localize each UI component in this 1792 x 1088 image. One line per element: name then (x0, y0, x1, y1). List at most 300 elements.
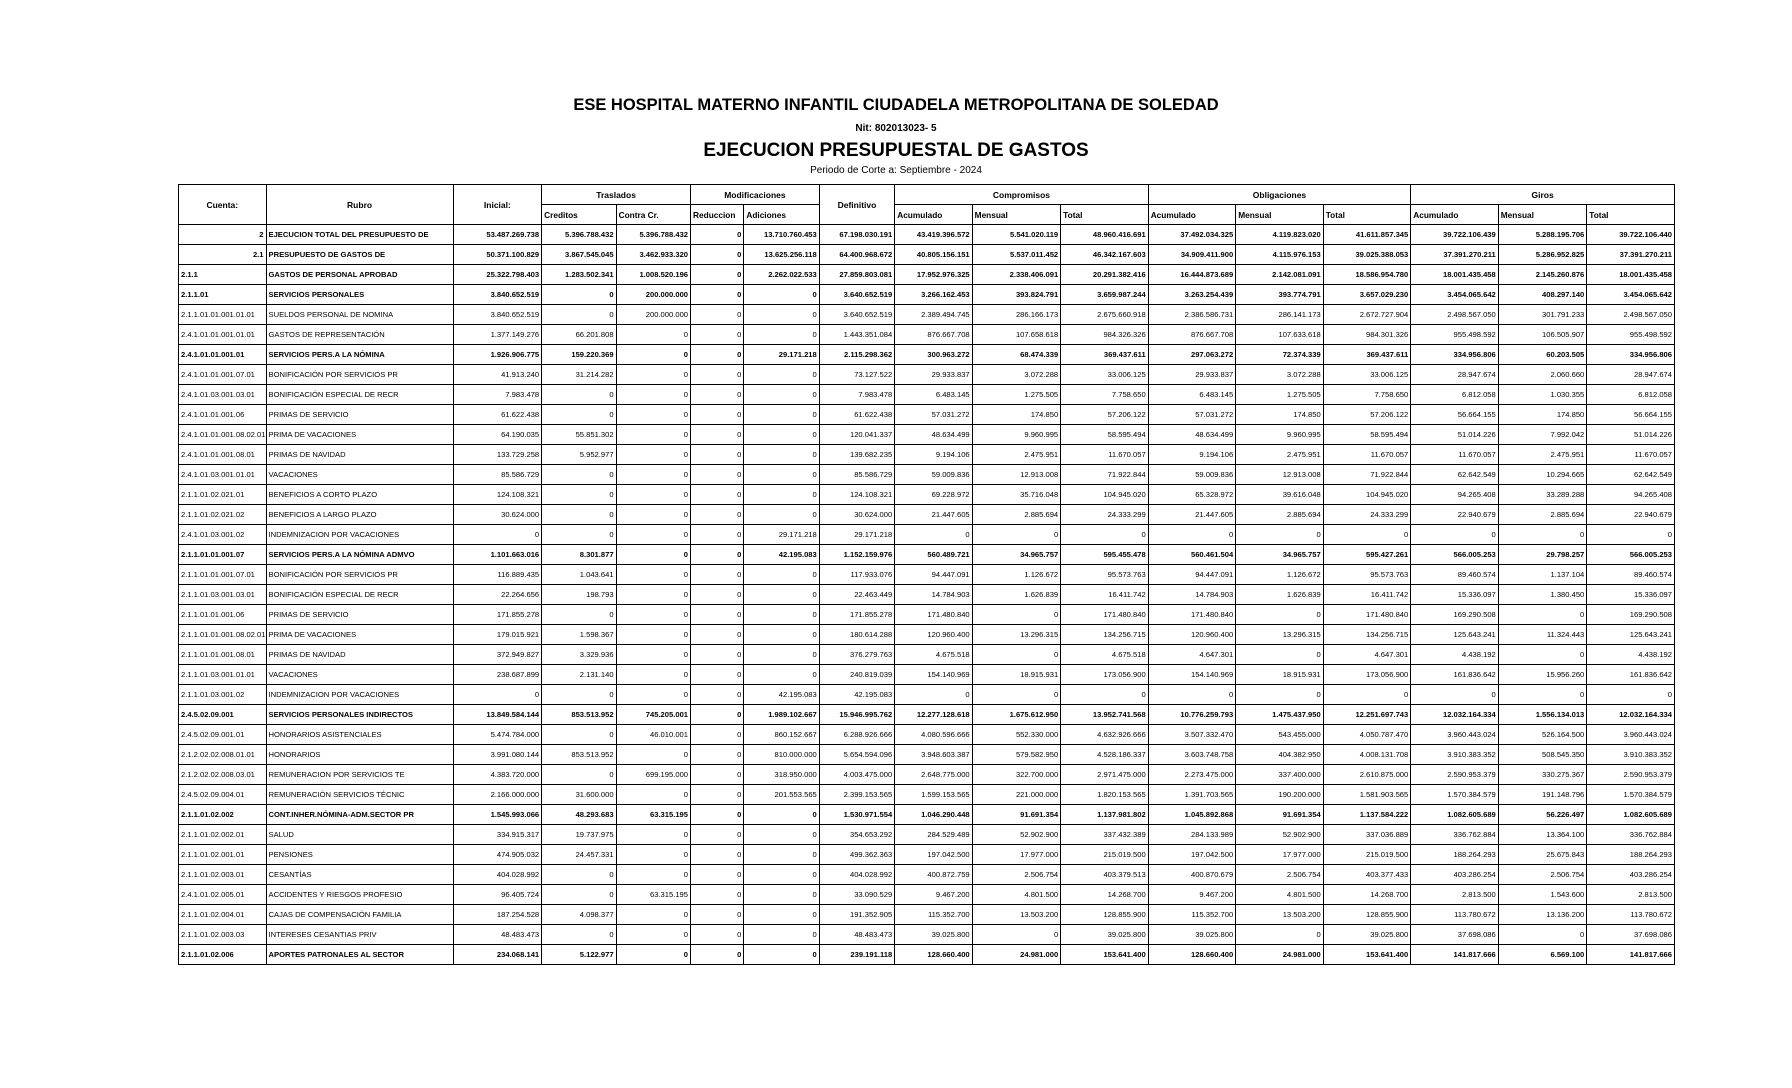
cell-obligaciones-mensual: 4.801.500 (1236, 885, 1324, 905)
cell-adiciones: 0 (744, 925, 819, 945)
cell-rubro: INTERESES CESANTIAS PRIV (266, 925, 453, 945)
cell-obligaciones-total: 0 (1323, 525, 1411, 545)
cell-compromisos-mensual: 221.000.000 (972, 785, 1061, 805)
cell-compromisos-mensual: 17.977.000 (972, 845, 1061, 865)
cell-compromisos-total: 95.573.763 (1061, 565, 1149, 585)
cell-compromisos-acumulado: 1.599.153.565 (895, 785, 972, 805)
cell-compromisos-acumulado: 154.140.969 (895, 665, 972, 685)
cell-compromisos-mensual: 1.626.839 (972, 585, 1061, 605)
cell-compromisos-total: 2.675.660.918 (1061, 305, 1149, 325)
cell-compromisos-mensual: 0 (972, 925, 1061, 945)
cell-inicial: 30.624.000 (453, 505, 542, 525)
cell-giros-acumulado: 0 (1411, 525, 1499, 545)
cell-obligaciones-acumulado: 3.263.254.439 (1148, 285, 1236, 305)
cell-compromisos-acumulado: 17.952.976.325 (895, 265, 972, 285)
cell-compromisos-mensual: 5.541.020.119 (972, 225, 1061, 245)
cell-obligaciones-total: 58.595.494 (1323, 425, 1411, 445)
cell-obligaciones-acumulado: 120.960.400 (1148, 625, 1236, 645)
cell-giros-mensual: 0 (1498, 645, 1587, 665)
cell-obligaciones-mensual: 12.913.008 (1236, 465, 1324, 485)
cell-inicial: 3.840.652.519 (453, 305, 542, 325)
cell-obligaciones-mensual: 1.275.505 (1236, 385, 1324, 405)
cell-reduccion: 0 (691, 565, 744, 585)
cell-giros-acumulado: 37.391.270.211 (1411, 245, 1499, 265)
table-row (179, 465, 1675, 485)
cell-reduccion: 0 (691, 445, 744, 465)
cell-rubro: INDEMNIZACION POR VACACIONES (266, 525, 453, 545)
cell-compromisos-total: 153.641.400 (1061, 945, 1149, 965)
cell-obligaciones-total: 0 (1323, 685, 1411, 705)
cell-compromisos-total: 984.326.326 (1061, 325, 1149, 345)
cell-inicial: 2.166.000.000 (453, 785, 542, 805)
cell-compromisos-mensual: 0 (972, 645, 1061, 665)
cell-obligaciones-mensual: 3.072.288 (1236, 365, 1324, 385)
cell-contracr: 5.396.788.432 (616, 225, 690, 245)
cell-giros-total: 3.960.443.024 (1587, 725, 1675, 745)
cell-definitivo: 67.198.030.191 (819, 225, 894, 245)
cell-obligaciones-mensual: 107.633.618 (1236, 325, 1324, 345)
cell-creditos: 198.793 (542, 585, 616, 605)
cell-giros-total: 336.762.884 (1587, 825, 1675, 845)
cell-adiciones: 0 (744, 805, 819, 825)
cell-rubro: SUELDOS PERSONAL DE NOMINA (266, 305, 453, 325)
cell-creditos: 0 (542, 485, 616, 505)
cell-compromisos-total: 337.432.389 (1061, 825, 1149, 845)
cell-rubro: INDEMNIZACION POR VACACIONES (266, 685, 453, 705)
cell-reduccion: 0 (691, 825, 744, 845)
col-creditos: Creditos (542, 205, 616, 225)
cell-compromisos-acumulado: 69.228.972 (895, 485, 972, 505)
cell-creditos: 1.043.641 (542, 565, 616, 585)
cell-definitivo: 404.028.992 (819, 865, 894, 885)
table-row (179, 945, 1675, 965)
cell-reduccion: 0 (691, 585, 744, 605)
cell-obligaciones-mensual: 0 (1236, 685, 1324, 705)
cell-contracr: 0 (616, 625, 690, 645)
cell-reduccion: 0 (691, 465, 744, 485)
cell-definitivo: 191.352.905 (819, 905, 894, 925)
cell-creditos: 0 (542, 765, 616, 785)
cell-giros-total: 125.643.241 (1587, 625, 1675, 645)
cell-compromisos-mensual: 5.537.011.452 (972, 245, 1061, 265)
cell-obligaciones-acumulado: 297.063.272 (1148, 345, 1236, 365)
cell-giros-acumulado: 0 (1411, 685, 1499, 705)
cell-giros-mensual: 60.203.505 (1498, 345, 1587, 365)
cell-adiciones: 2.262.022.533 (744, 265, 819, 285)
cell-cuenta: 2.1.1.01.01.001.01.01 (179, 305, 267, 325)
cell-creditos: 0 (542, 525, 616, 545)
cell-adiciones: 13.710.760.453 (744, 225, 819, 245)
cell-giros-acumulado: 566.005.253 (1411, 545, 1499, 565)
cell-obligaciones-acumulado: 10.776.259.793 (1148, 705, 1236, 725)
cell-compromisos-total: 46.342.167.603 (1061, 245, 1149, 265)
cell-cuenta: 2.4.1.01.03.001.01.01 (179, 465, 267, 485)
cell-compromisos-acumulado: 300.963.272 (895, 345, 972, 365)
cell-adiciones: 0 (744, 845, 819, 865)
report-period: Periodo de Corte a: Septiembre - 2024 (810, 165, 982, 176)
cell-obligaciones-mensual: 2.475.951 (1236, 445, 1324, 465)
cell-reduccion: 0 (691, 245, 744, 265)
cell-reduccion: 0 (691, 265, 744, 285)
cell-compromisos-acumulado: 14.784.903 (895, 585, 972, 605)
cell-adiciones: 0 (744, 405, 819, 425)
cell-obligaciones-mensual: 2.506.754 (1236, 865, 1324, 885)
hospital-name: ESE HOSPITAL MATERNO INFANTIL CIUDADELA METROPOLITANA DE SOLEDAD (573, 96, 1219, 114)
cell-giros-mensual: 2.145.260.876 (1498, 265, 1587, 285)
cell-definitivo: 64.400.968.672 (819, 245, 894, 265)
cell-creditos: 1.598.367 (542, 625, 616, 645)
cell-inicial: 234.068.141 (453, 945, 542, 965)
cell-compromisos-mensual: 579.582.950 (972, 745, 1061, 765)
cell-compromisos-total: 215.019.500 (1061, 845, 1149, 865)
cell-contracr: 0 (616, 645, 690, 665)
cell-compromisos-acumulado: 2.648.775.000 (895, 765, 972, 785)
cell-creditos: 24.457.331 (542, 845, 616, 865)
cell-cuenta: 2.4.1.01.03.001.02 (179, 525, 267, 545)
cell-rubro: REMUNERACION POR SERVICIOS TE (266, 765, 453, 785)
cell-giros-mensual: 330.275.367 (1498, 765, 1587, 785)
cell-rubro: SERVICIOS PERS.A LA NÓMINA (266, 345, 453, 365)
cell-rubro: PENSIONES (266, 845, 453, 865)
cell-giros-acumulado: 6.812.058 (1411, 385, 1499, 405)
table-row (179, 545, 1675, 565)
cell-giros-mensual: 1.137.104 (1498, 565, 1587, 585)
cell-giros-total: 113.780.672 (1587, 905, 1675, 925)
cell-creditos: 19.737.975 (542, 825, 616, 845)
cell-giros-total: 3.454.065.642 (1587, 285, 1675, 305)
cell-obligaciones-mensual: 404.382.950 (1236, 745, 1324, 765)
cell-obligaciones-total: 14.268.700 (1323, 885, 1411, 905)
cell-compromisos-acumulado: 197.042.500 (895, 845, 972, 865)
cell-giros-mensual: 25.675.843 (1498, 845, 1587, 865)
cell-compromisos-mensual: 24.981.000 (972, 945, 1061, 965)
cell-obligaciones-acumulado: 59.009.836 (1148, 465, 1236, 485)
table-row (179, 865, 1675, 885)
cell-inicial: 1.377.149.276 (453, 325, 542, 345)
cell-definitivo: 239.191.118 (819, 945, 894, 965)
cell-giros-total: 6.812.058 (1587, 385, 1675, 405)
cell-compromisos-acumulado: 9.194.106 (895, 445, 972, 465)
cell-compromisos-total: 4.528.186.337 (1061, 745, 1149, 765)
cell-creditos: 5.122.977 (542, 945, 616, 965)
cell-contracr: 0 (616, 425, 690, 445)
table-body (179, 225, 1675, 965)
cell-contracr: 0 (616, 945, 690, 965)
table-row (179, 845, 1675, 865)
cell-giros-mensual: 56.226.497 (1498, 805, 1587, 825)
cell-adiciones: 42.195.083 (744, 545, 819, 565)
table-row (179, 305, 1675, 325)
cell-obligaciones-mensual: 17.977.000 (1236, 845, 1324, 865)
table-row (179, 365, 1675, 385)
cell-giros-mensual: 1.380.450 (1498, 585, 1587, 605)
cell-definitivo: 240.819.039 (819, 665, 894, 685)
cell-obligaciones-mensual: 18.915.931 (1236, 665, 1324, 685)
cell-contracr: 63.315.195 (616, 805, 690, 825)
cell-contracr: 0 (616, 685, 690, 705)
cell-reduccion: 0 (691, 625, 744, 645)
cell-inicial: 1.545.993.066 (453, 805, 542, 825)
cell-compromisos-mensual: 3.072.288 (972, 365, 1061, 385)
col-compromisos-acumulado: Acumulado (895, 205, 972, 225)
cell-creditos: 159.220.369 (542, 345, 616, 365)
cell-rubro: PRIMA DE VACACIONES (266, 625, 453, 645)
cell-giros-mensual: 408.297.140 (1498, 285, 1587, 305)
cell-adiciones: 0 (744, 305, 819, 325)
cell-compromisos-total: 58.595.494 (1061, 425, 1149, 445)
cell-compromisos-total: 0 (1061, 685, 1149, 705)
cell-adiciones: 0 (744, 905, 819, 925)
cell-giros-acumulado: 89.460.574 (1411, 565, 1499, 585)
cell-inicial: 5.474.784.000 (453, 725, 542, 745)
cell-giros-mensual: 11.324.443 (1498, 625, 1587, 645)
cell-cuenta: 2.1.1.01.01.001.08.01 (179, 645, 267, 665)
cell-obligaciones-acumulado: 1.391.703.565 (1148, 785, 1236, 805)
cell-giros-total: 2.590.953.379 (1587, 765, 1675, 785)
cell-cuenta: 2.4.1.01.01.001.08.02.01 (179, 425, 267, 445)
table-row (179, 345, 1675, 365)
cell-inicial: 25.322.798.403 (453, 265, 542, 285)
cell-inicial: 238.687.899 (453, 665, 542, 685)
cell-obligaciones-mensual: 0 (1236, 605, 1324, 625)
cell-giros-total: 2.498.567.050 (1587, 305, 1675, 325)
cell-inicial: 64.190.035 (453, 425, 542, 445)
cell-contracr: 46.010.001 (616, 725, 690, 745)
cell-contracr: 0 (616, 445, 690, 465)
cell-cuenta: 2.1.1.01.02.006 (179, 945, 267, 965)
cell-giros-mensual: 6.569.100 (1498, 945, 1587, 965)
cell-definitivo: 73.127.522 (819, 365, 894, 385)
cell-creditos: 0 (542, 285, 616, 305)
cell-giros-acumulado: 39.722.106.439 (1411, 225, 1499, 245)
table-row (179, 605, 1675, 625)
cell-cuenta: 2.1.1.01.02.002 (179, 805, 267, 825)
cell-giros-total: 334.956.806 (1587, 345, 1675, 365)
cell-compromisos-mensual: 2.506.754 (972, 865, 1061, 885)
cell-contracr: 0 (616, 905, 690, 925)
cell-giros-total: 51.014.226 (1587, 425, 1675, 445)
cell-creditos: 0 (542, 505, 616, 525)
cell-compromisos-total: 16.411.742 (1061, 585, 1149, 605)
cell-rubro: PRIMA DE VACACIONES (266, 425, 453, 445)
cell-compromisos-acumulado: 3.948.603.387 (895, 745, 972, 765)
col-group-modificaciones: Modificaciones (691, 185, 820, 205)
cell-definitivo: 1.152.159.976 (819, 545, 894, 565)
cell-obligaciones-total: 2.610.875.000 (1323, 765, 1411, 785)
cell-giros-acumulado: 2.498.567.050 (1411, 305, 1499, 325)
cell-giros-total: 0 (1587, 525, 1675, 545)
col-group-obligaciones: Obligaciones (1148, 185, 1411, 205)
cell-giros-acumulado: 1.082.605.689 (1411, 805, 1499, 825)
table-row (179, 925, 1675, 945)
cell-adiciones: 0 (744, 665, 819, 685)
cell-adiciones: 0 (744, 445, 819, 465)
cell-compromisos-acumulado: 43.419.396.572 (895, 225, 972, 245)
cell-inicial: 7.983.478 (453, 385, 542, 405)
cell-creditos: 0 (542, 685, 616, 705)
cell-giros-mensual: 1.543.600 (1498, 885, 1587, 905)
table-row (179, 825, 1675, 845)
cell-giros-acumulado: 334.956.806 (1411, 345, 1499, 365)
cell-giros-total: 62.642.549 (1587, 465, 1675, 485)
cell-compromisos-mensual: 107.658.618 (972, 325, 1061, 345)
cell-giros-mensual: 5.288.195.706 (1498, 225, 1587, 245)
col-giros-total: Total (1587, 205, 1675, 225)
cell-giros-mensual: 2.506.754 (1498, 865, 1587, 885)
cell-obligaciones-total: 33.006.125 (1323, 365, 1411, 385)
cell-contracr: 0 (616, 865, 690, 885)
cell-obligaciones-mensual: 1.126.672 (1236, 565, 1324, 585)
cell-obligaciones-acumulado: 171.480.840 (1148, 605, 1236, 625)
cell-creditos: 31.600.000 (542, 785, 616, 805)
cell-compromisos-mensual: 1.675.612.950 (972, 705, 1061, 725)
cell-obligaciones-mensual: 4.115.976.153 (1236, 245, 1324, 265)
cell-compromisos-acumulado: 400.872.759 (895, 865, 972, 885)
table-row (179, 225, 1675, 245)
cell-reduccion: 0 (691, 325, 744, 345)
cell-obligaciones-total: 39.025.388.053 (1323, 245, 1411, 265)
cell-reduccion: 0 (691, 285, 744, 305)
cell-giros-total: 4.438.192 (1587, 645, 1675, 665)
cell-giros-total: 188.264.293 (1587, 845, 1675, 865)
cell-obligaciones-total: 41.611.857.345 (1323, 225, 1411, 245)
cell-creditos: 0 (542, 865, 616, 885)
cell-cuenta: 2.4.1.01.01.001.08.01 (179, 445, 267, 465)
cell-inicial: 187.254.528 (453, 905, 542, 925)
cell-obligaciones-acumulado: 6.483.145 (1148, 385, 1236, 405)
cell-giros-mensual: 0 (1498, 925, 1587, 945)
cell-definitivo: 22.463.449 (819, 585, 894, 605)
cell-compromisos-total: 403.379.513 (1061, 865, 1149, 885)
cell-obligaciones-acumulado: 34.909.411.900 (1148, 245, 1236, 265)
cell-compromisos-acumulado: 1.046.290.448 (895, 805, 972, 825)
cell-giros-mensual: 29.798.257 (1498, 545, 1587, 565)
cell-rubro: BONIFICACIÓN POR SERVICIOS PR (266, 565, 453, 585)
cell-obligaciones-acumulado: 9.467.200 (1148, 885, 1236, 905)
cell-obligaciones-total: 171.480.840 (1323, 605, 1411, 625)
cell-obligaciones-total: 7.758.650 (1323, 385, 1411, 405)
cell-compromisos-mensual: 1.275.505 (972, 385, 1061, 405)
col-obligaciones-acumulado: Acumulado (1148, 205, 1236, 225)
cell-cuenta: 2.4.1.01.01.001.06 (179, 405, 267, 425)
col-group-traslados: Traslados (542, 185, 691, 205)
cell-cuenta: 2.1.1.01.02.003.03 (179, 925, 267, 945)
table-row (179, 665, 1675, 685)
cell-giros-total: 1.082.605.689 (1587, 805, 1675, 825)
table-row (179, 245, 1675, 265)
cell-rubro: EJECUCION TOTAL DEL PRESUPUESTO DE (266, 225, 453, 245)
cell-obligaciones-mensual: 543.455.000 (1236, 725, 1324, 745)
cell-contracr: 745.205.001 (616, 705, 690, 725)
cell-reduccion: 0 (691, 685, 744, 705)
cell-rubro: CONT.INHER.NÓMINA-ADM.SECTOR PR (266, 805, 453, 825)
cell-obligaciones-total: 337.036.889 (1323, 825, 1411, 845)
cell-adiciones: 1.989.102.667 (744, 705, 819, 725)
cell-compromisos-acumulado: 21.447.605 (895, 505, 972, 525)
cell-giros-total: 94.265.408 (1587, 485, 1675, 505)
cell-giros-mensual: 1.030.355 (1498, 385, 1587, 405)
cell-definitivo: 499.362.363 (819, 845, 894, 865)
cell-compromisos-mensual: 174.850 (972, 405, 1061, 425)
cell-obligaciones-mensual: 13.296.315 (1236, 625, 1324, 645)
cell-giros-total: 1.570.384.579 (1587, 785, 1675, 805)
cell-reduccion: 0 (691, 705, 744, 725)
cell-compromisos-mensual: 286.166.173 (972, 305, 1061, 325)
cell-obligaciones-total: 1.581.903.565 (1323, 785, 1411, 805)
table-row (179, 505, 1675, 525)
cell-creditos: 3.867.545.045 (542, 245, 616, 265)
cell-giros-mensual: 174.850 (1498, 405, 1587, 425)
cell-cuenta: 2.1.1 (179, 265, 267, 285)
cell-compromisos-total: 0 (1061, 525, 1149, 545)
cell-reduccion: 0 (691, 605, 744, 625)
cell-reduccion: 0 (691, 805, 744, 825)
cell-obligaciones-total: 4.647.301 (1323, 645, 1411, 665)
cell-creditos: 31.214.282 (542, 365, 616, 385)
cell-inicial: 124.108.321 (453, 485, 542, 505)
cell-obligaciones-mensual: 34.965.757 (1236, 545, 1324, 565)
cell-giros-total: 37.391.270.211 (1587, 245, 1675, 265)
cell-inicial: 1.926.906.775 (453, 345, 542, 365)
cell-obligaciones-total: 39.025.800 (1323, 925, 1411, 945)
cell-obligaciones-total: 369.437.611 (1323, 345, 1411, 365)
cell-giros-acumulado: 37.698.086 (1411, 925, 1499, 945)
col-giros-mensual: Mensual (1498, 205, 1587, 225)
cell-adiciones: 29.171.218 (744, 345, 819, 365)
cell-obligaciones-acumulado: 115.352.700 (1148, 905, 1236, 925)
cell-rubro: VACACIONES (266, 465, 453, 485)
cell-giros-acumulado: 141.817.666 (1411, 945, 1499, 965)
cell-obligaciones-acumulado: 2.386.586.731 (1148, 305, 1236, 325)
cell-adiciones: 0 (744, 945, 819, 965)
cell-compromisos-mensual: 552.330.000 (972, 725, 1061, 745)
cell-compromisos-total: 2.971.475.000 (1061, 765, 1149, 785)
cell-contracr: 0 (616, 585, 690, 605)
cell-compromisos-acumulado: 59.009.836 (895, 465, 972, 485)
cell-rubro: PRIMAS DE NAVIDAD (266, 645, 453, 665)
cell-cuenta: 2.1.1.01.01.001.06 (179, 605, 267, 625)
cell-definitivo: 1.443.351.084 (819, 325, 894, 345)
cell-obligaciones-acumulado: 65.328.972 (1148, 485, 1236, 505)
cell-inicial: 13.849.584.144 (453, 705, 542, 725)
cell-compromisos-total: 369.437.611 (1061, 345, 1149, 365)
cell-compromisos-total: 104.945.020 (1061, 485, 1149, 505)
table-row (179, 625, 1675, 645)
cell-definitivo: 6.288.926.666 (819, 725, 894, 745)
cell-creditos: 2.131.140 (542, 665, 616, 685)
cell-giros-acumulado: 1.570.384.579 (1411, 785, 1499, 805)
cell-cuenta: 2.1.2.02.02.008.01.01 (179, 745, 267, 765)
cell-adiciones: 0 (744, 585, 819, 605)
cell-obligaciones-acumulado: 3.603.748.758 (1148, 745, 1236, 765)
cell-obligaciones-mensual: 393.774.791 (1236, 285, 1324, 305)
cell-creditos: 0 (542, 405, 616, 425)
table-row (179, 765, 1675, 785)
cell-rubro: BONIFICACIÓN ESPECIAL DE RECR (266, 385, 453, 405)
cell-definitivo: 30.624.000 (819, 505, 894, 525)
cell-obligaciones-total: 984.301.326 (1323, 325, 1411, 345)
cell-reduccion: 0 (691, 945, 744, 965)
cell-giros-mensual: 0 (1498, 525, 1587, 545)
table-row (179, 585, 1675, 605)
cell-giros-mensual: 5.286.952.825 (1498, 245, 1587, 265)
cell-reduccion: 0 (691, 925, 744, 945)
cell-reduccion: 0 (691, 645, 744, 665)
cell-inicial: 0 (453, 685, 542, 705)
cell-compromisos-total: 171.480.840 (1061, 605, 1149, 625)
cell-adiciones: 0 (744, 865, 819, 885)
cell-adiciones: 0 (744, 425, 819, 445)
